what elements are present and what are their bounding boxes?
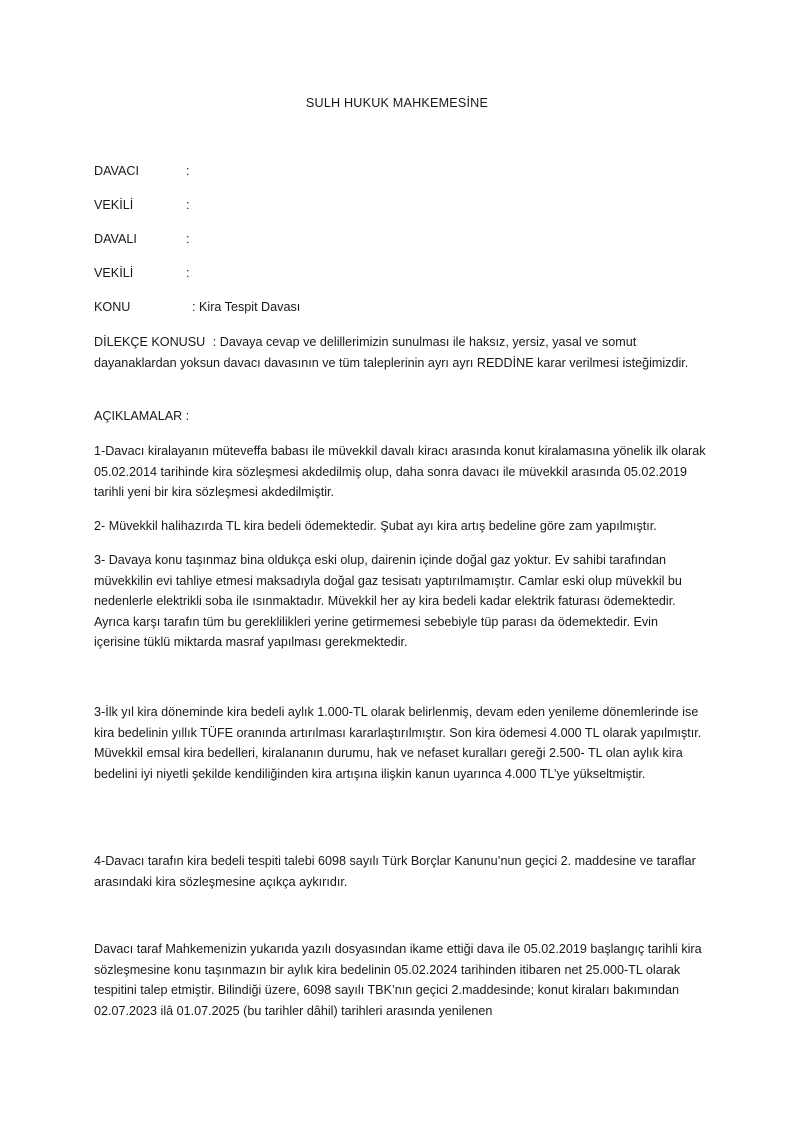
field-value: : xyxy=(186,198,190,212)
field-davaci xyxy=(94,164,694,178)
field-vekili xyxy=(94,198,694,212)
field-value: : xyxy=(186,266,190,280)
field-label: VEKİLİ xyxy=(94,266,134,280)
field-label: KONU xyxy=(94,300,131,314)
paragraph-1: 1-Davacı kiralayanın müteveffa babası ile müvekkil davalı kiracı arasında konut kiralamasına yönelik ilk olarak 05.02.2014 tarihinde kira sözleşmesi akdedilmiş olup, daha sonra davacı ile müvekkil arasında 05.02.2019 tarihli yeni bir kira sözleşmesi akdedilmiştir. xyxy=(94,444,706,499)
paragraph-5: 4-Davacı tarafın kira bedeli tespiti talebi 6098 sayılı Türk Borçlar Kanunu’nun geçici 2. maddesine ve taraflar arasındaki kira sözleşmesine açıkça aykırıdır. xyxy=(94,854,696,889)
aciklamalar-heading: AÇIKLAMALAR : xyxy=(94,409,190,423)
field-davali xyxy=(94,232,694,246)
paragraph-4: 3-İlk yıl kira döneminde kira bedeli aylık 1.000-TL olarak belirlenmiş, devam eden yenileme dönemlerinde ise kira bedelinin yıllık TÜFE oranında artırılması kararlaştırılmıştır. Son kira ödemesi 4.000 TL olarak yapılmıştır. Müvekkil emsal kira bedelleri, kiralananın durumu, hak ve nefaset kuralları gereği 2.500- TL olan aylık kira bedelini iyi niyetli şekilde kendiliğinden kira artışına ilişkin kanun uyarınca 4.000 TL’ye yükseltmiştir. xyxy=(94,705,702,781)
paragraph-3: 3- Davaya konu taşınmaz bina oldukça eski olup, dairenin içinde doğal gaz yoktur. Ev sahibi tarafından müvekkilin evi tahliye etmesi maksadıyla doğal gaz tesisatı yaptırılmamıştır. Camlar eski olup müvekkil bu nedenlerle elektrikli soba ile ısınmaktadır. Müvekkil her ay kira bedeli kadar elektrik faturası ödemektedir. Ayrıca karşı tarafın tüm bu gereklilikleri yerine getirmemesi sebebiyle tüp parası da ödemektedir. Evin içerisine tüklü miktarda masraf yapılması gerekmektedir. xyxy=(94,553,682,649)
field-vekili-2 xyxy=(94,266,694,280)
paragraph-2: 2- Müvekkil halihazırda TL kira bedeli ödemektedir. Şubat ayı kira artış bedeline göre zam yapılmıştır. xyxy=(94,519,657,533)
field-label: DAVACI xyxy=(94,164,140,178)
dilekce-konusu xyxy=(94,332,706,373)
field-konu xyxy=(94,300,694,314)
field-label: DAVALI xyxy=(94,232,137,246)
field-label: VEKİLİ xyxy=(94,198,134,212)
dilekce-text: : Davaya cevap ve delillerimizin sunulması ile haksız, yersiz, yasal ve somut dayanaklardan yoksun davacı davasının ve tüm taleplerinin ayrı ayrı REDDİNE karar verilmesi isteğimizdir. xyxy=(94,335,689,370)
dilekce-label: DİLEKÇE KONUSU xyxy=(94,335,206,349)
field-value: : xyxy=(186,164,190,178)
document-title: SULH HUKUK MAHKEMESİNE xyxy=(305,96,489,110)
field-value: : xyxy=(186,232,190,246)
field-value: : Kira Tespit Davası xyxy=(192,300,301,314)
paragraph-6: Davacı taraf Mahkemenizin yukarıda yazılı dosyasından ikame ettiği dava ile 05.02.2019 başlangıç tarihli kira sözleşmesine konu taşınmazın bir aylık kira bedelinin 05.02.2024 tarihinden itibaren net 25.000-TL olarak tespitini talep etmiştir. Bilindiği üzere, 6098 sayılı TBK’nın geçici 2.maddesinde; konut kiraları bakımından 02.07.2023 ilâ 01.07.2025 (bu tarihler dâhil) tarihleri arasında yenilenen xyxy=(94,942,702,1018)
